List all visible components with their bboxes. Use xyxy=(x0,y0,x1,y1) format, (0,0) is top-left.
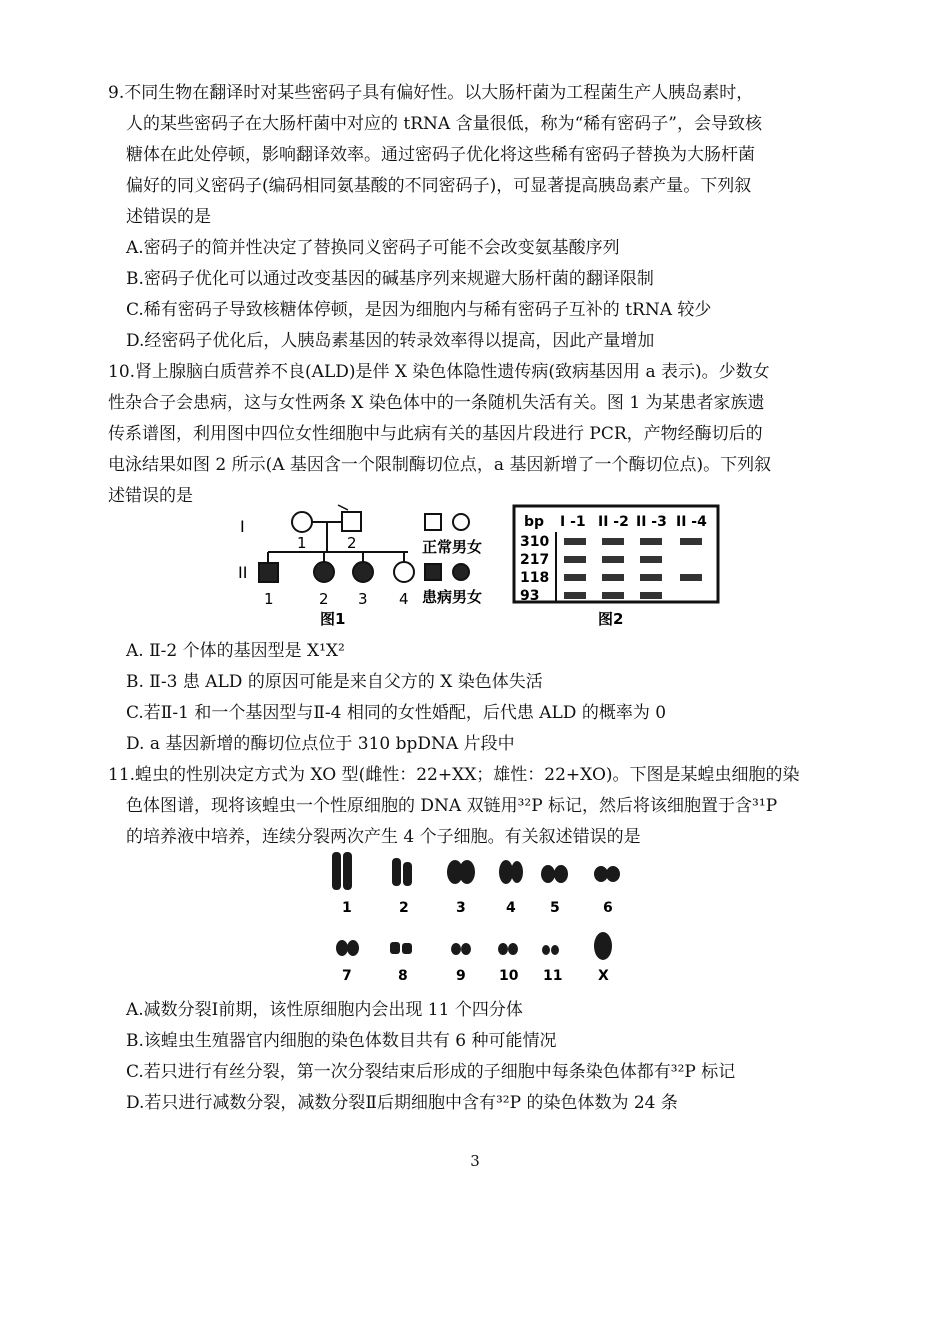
fig2-caption: 图2 xyxy=(598,610,624,628)
fig1-caption: 图1 xyxy=(320,610,346,628)
q9-option-d: D.经密码子优化后，人胰岛素基因的转录效率得以提高，因此产量增加 xyxy=(126,331,655,351)
q11-option-b: B.该蝗虫生殖器官内细胞的染色体数目共有 6 种可能情况 xyxy=(126,1031,557,1051)
q9-option-c: C.稀有密码子导致核糖体停顿，是因为细胞内与稀有密码子互补的 tRNA 较少 xyxy=(126,300,712,320)
legend-normal-label: 正常男女 xyxy=(422,538,483,556)
band-i1-310 xyxy=(564,538,586,545)
chromosome-6-label: 6 xyxy=(603,900,613,916)
chromosome-9-label: 9 xyxy=(456,968,466,984)
chromosome-10 xyxy=(498,943,518,955)
q10-stem-line-4: 电泳结果如图 2 所示(A 基因含一个限制酶切位点，a 基因新增了一个酶切位点)。下列叙 xyxy=(108,455,772,475)
chromosome-x-label: X xyxy=(598,968,609,984)
chromosome-6 xyxy=(594,866,620,882)
q10-option-a: A. Ⅱ-2 个体的基因型是 X¹X² xyxy=(126,641,345,661)
i2-normal-male xyxy=(342,512,361,531)
ii4-normal-female xyxy=(394,562,414,582)
legend-affected-male-icon xyxy=(425,564,441,580)
band-ii2-217 xyxy=(602,556,624,563)
band-ii4-310 xyxy=(680,538,702,545)
band-ii4-118 xyxy=(680,574,702,581)
q9-stem-line-4: 偏好的同义密码子(编码相同氨基酸的不同密码子)，可显著提高胰岛素产量。下列叙 xyxy=(126,176,752,196)
legend-normal-male-icon xyxy=(425,514,441,530)
chromosome-7 xyxy=(336,940,359,956)
legend-affected-female-icon xyxy=(453,564,469,580)
band-i1-118 xyxy=(564,574,586,581)
gel-bp-310: 310 xyxy=(520,534,550,550)
band-ii3-310 xyxy=(640,538,662,545)
q10-option-d: D. a 基因新增的酶切位点位于 310 bpDNA 片段中 xyxy=(126,734,515,754)
ii1-affected-male xyxy=(259,563,278,582)
chromosome-10-label: 10 xyxy=(499,968,519,984)
i2-number: 2 xyxy=(347,534,357,552)
legend-affected-label: 患病男女 xyxy=(422,588,483,606)
q9-stem-line-5: 述错误的是 xyxy=(126,207,211,227)
i1-number: 1 xyxy=(297,534,307,552)
chromosome-4 xyxy=(499,860,523,884)
chromosome-row-1 xyxy=(332,852,620,890)
page-number: 3 xyxy=(470,1152,480,1170)
q9-option-b: B.密码子优化可以通过改变基因的碱基序列来规避大肠杆菌的翻译限制 xyxy=(126,269,654,289)
generation-1-label: I xyxy=(240,517,245,536)
ii4-number: 4 xyxy=(399,590,409,608)
q10-stem-line-3: 传系谱图，利用图中四位女性细胞中与此病有关的基因片段进行 PCR，产物经酶切后的 xyxy=(108,424,763,444)
band-ii3-217 xyxy=(640,556,662,563)
ii2-number: 2 xyxy=(319,590,329,608)
gel-header-lane-4: II -4 xyxy=(676,514,707,530)
chromosome-1-label: 1 xyxy=(342,900,352,916)
band-ii3-118 xyxy=(640,574,662,581)
q10-option-c: C.若Ⅱ-1 和一个基因型与Ⅱ-4 相同的女性婚配，后代患 ALD 的概率为 0 xyxy=(126,703,667,723)
generation-2-label: II xyxy=(238,563,248,582)
chromosome-2 xyxy=(392,858,412,886)
gel-header-bp: bp xyxy=(524,514,545,530)
q10-stem-line-2: 性杂合子会患病，这与女性两条 X 染色体中的一条随机失活有关。图 1 为某患者家族遗 xyxy=(108,393,765,413)
gel-bp-217: 217 xyxy=(520,552,550,568)
chromosome-8 xyxy=(390,942,412,954)
chromosome-3-label: 3 xyxy=(456,900,466,916)
ii3-affected-female xyxy=(353,562,373,582)
chromosome-11 xyxy=(542,945,559,955)
chromosome-9 xyxy=(451,943,471,955)
band-ii3-93 xyxy=(640,592,662,599)
legend-normal-female-icon xyxy=(453,514,469,530)
chromosome-4-label: 4 xyxy=(506,900,516,916)
gel-bp-93: 93 xyxy=(520,588,540,604)
chromosome-5 xyxy=(541,865,568,883)
chromosome-x xyxy=(594,932,612,960)
q10-stem-line-5: 述错误的是 xyxy=(108,486,193,506)
gel-bp-118: 118 xyxy=(520,570,550,586)
q11-stem-line-1: 11.蝗虫的性别决定方式为 XO 型(雌性：22+XX；雄性：22+XO)。下图是某蝗虫细胞的染 xyxy=(108,765,800,785)
q9-stem-line-3: 糖体在此处停顿，影响翻译效率。通过密码子优化将这些稀有密码子替换为大肠杆菌 xyxy=(126,145,755,165)
q10-option-b: B. Ⅱ-3 患 ALD 的原因可能是来自父方的 X 染色体失活 xyxy=(126,672,543,692)
q9-stem-line-1: 9.不同生物在翻译时对某些密码子具有偏好性。以大肠杆菌为工程菌生产人胰岛素时， xyxy=(108,83,754,103)
proband-arrow xyxy=(338,505,348,510)
band-i1-217 xyxy=(564,556,586,563)
chromosome-5-label: 5 xyxy=(550,900,560,916)
chromosome-11-label: 11 xyxy=(543,968,563,984)
chromosome-3 xyxy=(447,860,475,884)
ii1-number: 1 xyxy=(264,590,274,608)
q9-stem-line-2: 人的某些密码子在大肠杆菌中对应的 tRNA 含量很低，称为“稀有密码子”，会导致核 xyxy=(126,114,762,134)
q11-option-c: C.若只进行有丝分裂，第一次分裂结束后形成的子细胞中每条染色体都有³²P 标记 xyxy=(126,1062,736,1082)
chromosome-8-label: 8 xyxy=(398,968,408,984)
karyotype-figure xyxy=(310,848,650,988)
pedigree-figure xyxy=(230,500,500,630)
ii2-affected-female xyxy=(314,562,334,582)
q9-option-a: A.密码子的简并性决定了替换同义密码子可能不会改变氨基酸序列 xyxy=(126,238,620,258)
chromosome-1 xyxy=(332,852,352,890)
gel-header-lane-1: I -1 xyxy=(560,514,586,530)
q10-stem-line-1: 10.肾上腺脑白质营养不良(ALD)是伴 X 染色体隐性遗传病(致病基因用 a 表示)。少数女 xyxy=(108,362,770,382)
chromosome-7-label: 7 xyxy=(342,968,352,984)
q11-stem-line-2: 色体图谱，现将该蝗虫一个性原细胞的 DNA 双链用³²P 标记，然后将该细胞置于含³¹P xyxy=(126,796,778,816)
q11-option-a: A.减数分裂Ⅰ前期，该性原细胞内会出现 11 个四分体 xyxy=(126,1000,523,1020)
chromosome-2-label: 2 xyxy=(399,900,409,916)
band-ii2-310 xyxy=(602,538,624,545)
gel-figure xyxy=(512,504,722,630)
q11-option-d: D.若只进行减数分裂，减数分裂Ⅱ后期细胞中含有³²P 的染色体数为 24 条 xyxy=(126,1093,678,1113)
i1-normal-female xyxy=(292,512,312,532)
ii3-number: 3 xyxy=(358,590,368,608)
band-ii2-93 xyxy=(602,592,624,599)
band-i1-93 xyxy=(564,592,586,599)
gel-header-lane-2: II -2 xyxy=(598,514,629,530)
chromosome-row-2 xyxy=(336,932,612,960)
band-ii2-118 xyxy=(602,574,624,581)
q11-stem-line-3: 的培养液中培养，连续分裂两次产生 4 个子细胞。有关叙述错误的是 xyxy=(126,827,641,847)
gel-header-lane-3: II -3 xyxy=(636,514,667,530)
